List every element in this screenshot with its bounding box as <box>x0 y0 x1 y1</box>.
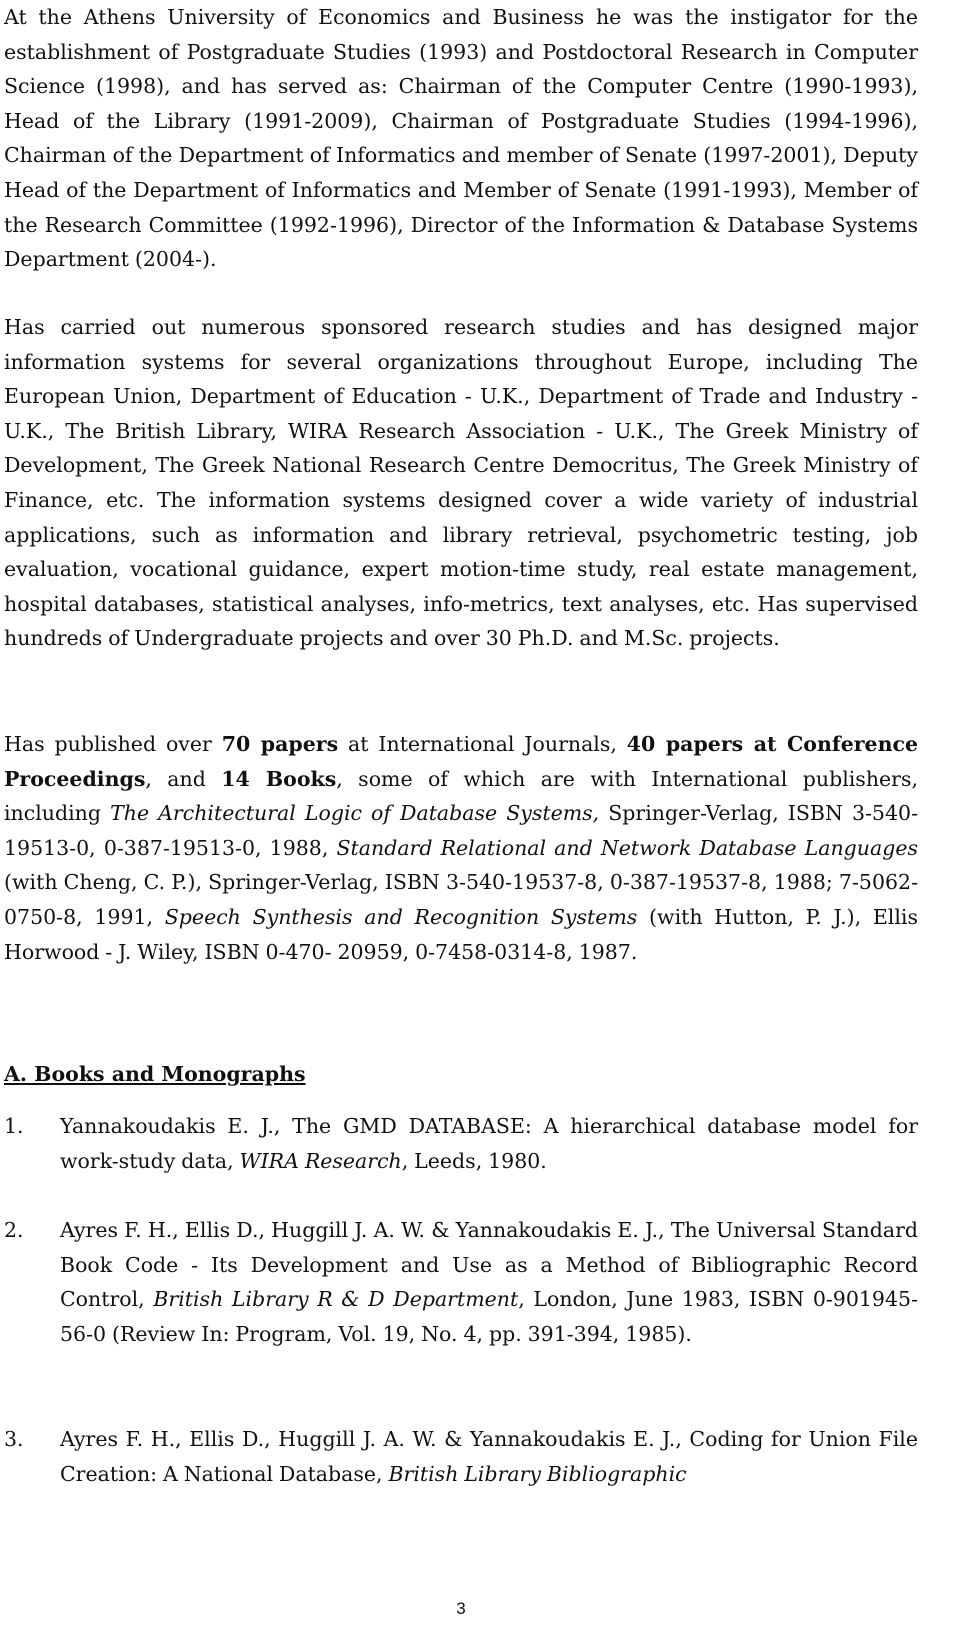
page-number: 3 <box>456 1599 466 1618</box>
italic-book-title: Speech Synthesis and Recognition Systems <box>164 904 638 929</box>
italic-book-title: Standard Relational and Network Database Languages <box>336 835 918 860</box>
paragraph-publications <box>4 727 918 969</box>
reference-number: 3. <box>4 1427 24 1451</box>
text-run: at International Journals, <box>338 732 627 756</box>
reference-text <box>60 1213 918 1351</box>
bold-run: 70 papers <box>221 732 339 756</box>
reference-text <box>60 1109 918 1178</box>
text-run: Yannakoudakis E. J., The GMD DATABASE: A hierarchical database model for work-study data, <box>60 1114 918 1173</box>
text-run: , and <box>145 766 222 791</box>
reference-number: 2. <box>4 1218 24 1242</box>
reference-item <box>4 1213 918 1351</box>
text-run: (with Cheng, C. P.), Springer-Verlag, ISBN 3-540-19537-8, 0-387-19537-8, 1988; 7-5062-0750-8, 1991, <box>4 870 918 929</box>
text-run: (with Hutton, P. J.), Ellis Horwood - J. Wiley, ISBN 0-470- 20959, 0-7458-0314-8, 1987. <box>4 904 918 964</box>
bold-run: 14 Books <box>221 766 337 791</box>
text-run: Ayres F. H., Ellis D., Huggill J. A. W. & Yannakoudakis E. J., The Universal Standard Book Code - Its Development and Use as a Method of Bibliographic Record Control, <box>60 1218 918 1312</box>
italic-publisher: WIRA Research <box>239 1148 402 1173</box>
text-run: , some of which are with International publishers, including <box>4 766 918 826</box>
reference-text <box>60 1422 918 1491</box>
paragraph-research-studies: Has carried out numerous sponsored research studies and has designed major information systems for several organizations throughout Europe, including The European Union, Department of Education - U.K., Department of Trade and Industry - U.K., The British Library, WIRA Research Association - U.K., The Greek Ministry of Development, The Greek National Research Centre Democritus, The Greek Ministry of Finance, etc. The information systems designed cover a wide variety of industrial applications, such as information and library retrieval, psychometric testing, job evaluation, vocational guidance, expert motion-time study, real estate management, hospital databases, statistical analyses, info-metrics, text analyses, etc. Has supervised hundreds of Undergraduate projects and over 30 Ph.D. and M.Sc. projects. <box>4 315 918 651</box>
text-run: Springer-Verlag, ISBN 3-540-19513-0, 0-387-19513-0, 1988, <box>4 801 918 860</box>
italic-book-title: The Architectural Logic of Database Systems, <box>110 801 600 826</box>
text-run: , Leeds, 1980. <box>401 1148 547 1173</box>
reference-number: 1. <box>4 1114 24 1138</box>
italic-publisher: British Library Bibliographic <box>388 1461 687 1486</box>
bold-run: 40 papers at Conference Proceedings <box>4 732 919 791</box>
section-heading: A. Books and Monographs <box>4 1062 306 1086</box>
text-run: , London, June 1983, ISBN 0-901945-56-0 (Review In: Program, Vol. 19, No. 4, pp. 391-394, 1985). <box>60 1287 918 1346</box>
reference-item <box>4 1109 918 1178</box>
italic-publisher: British Library R & D Department <box>153 1287 519 1312</box>
paragraph-university-roles: At the Athens University of Economics and Business he was the instigator for the establishment of Postgraduate Studies (1993) and Postdoctoral Research in Computer Science (1998), and has served as: Chairman of the Computer Centre (1990-1993), Head of the Library (1991-2009), Chairman of Postgraduate Studies (1994-1996), Chairman of the Department of Informatics and member of Senate (1997-2001), Deputy Head of the Department of Informatics and Member of Senate (1991-1993), Member of the Research Committee (1992-1996), Director of the Information & Database Systems Department (2004-). <box>4 5 918 272</box>
reference-item <box>4 1422 918 1491</box>
text-run: Has published over <box>4 732 222 756</box>
text-run: Ayres F. H., Ellis D., Huggill J. A. W. & Yannakoudakis E. J., Coding for Union File Creation: A National Database, <box>60 1427 918 1486</box>
